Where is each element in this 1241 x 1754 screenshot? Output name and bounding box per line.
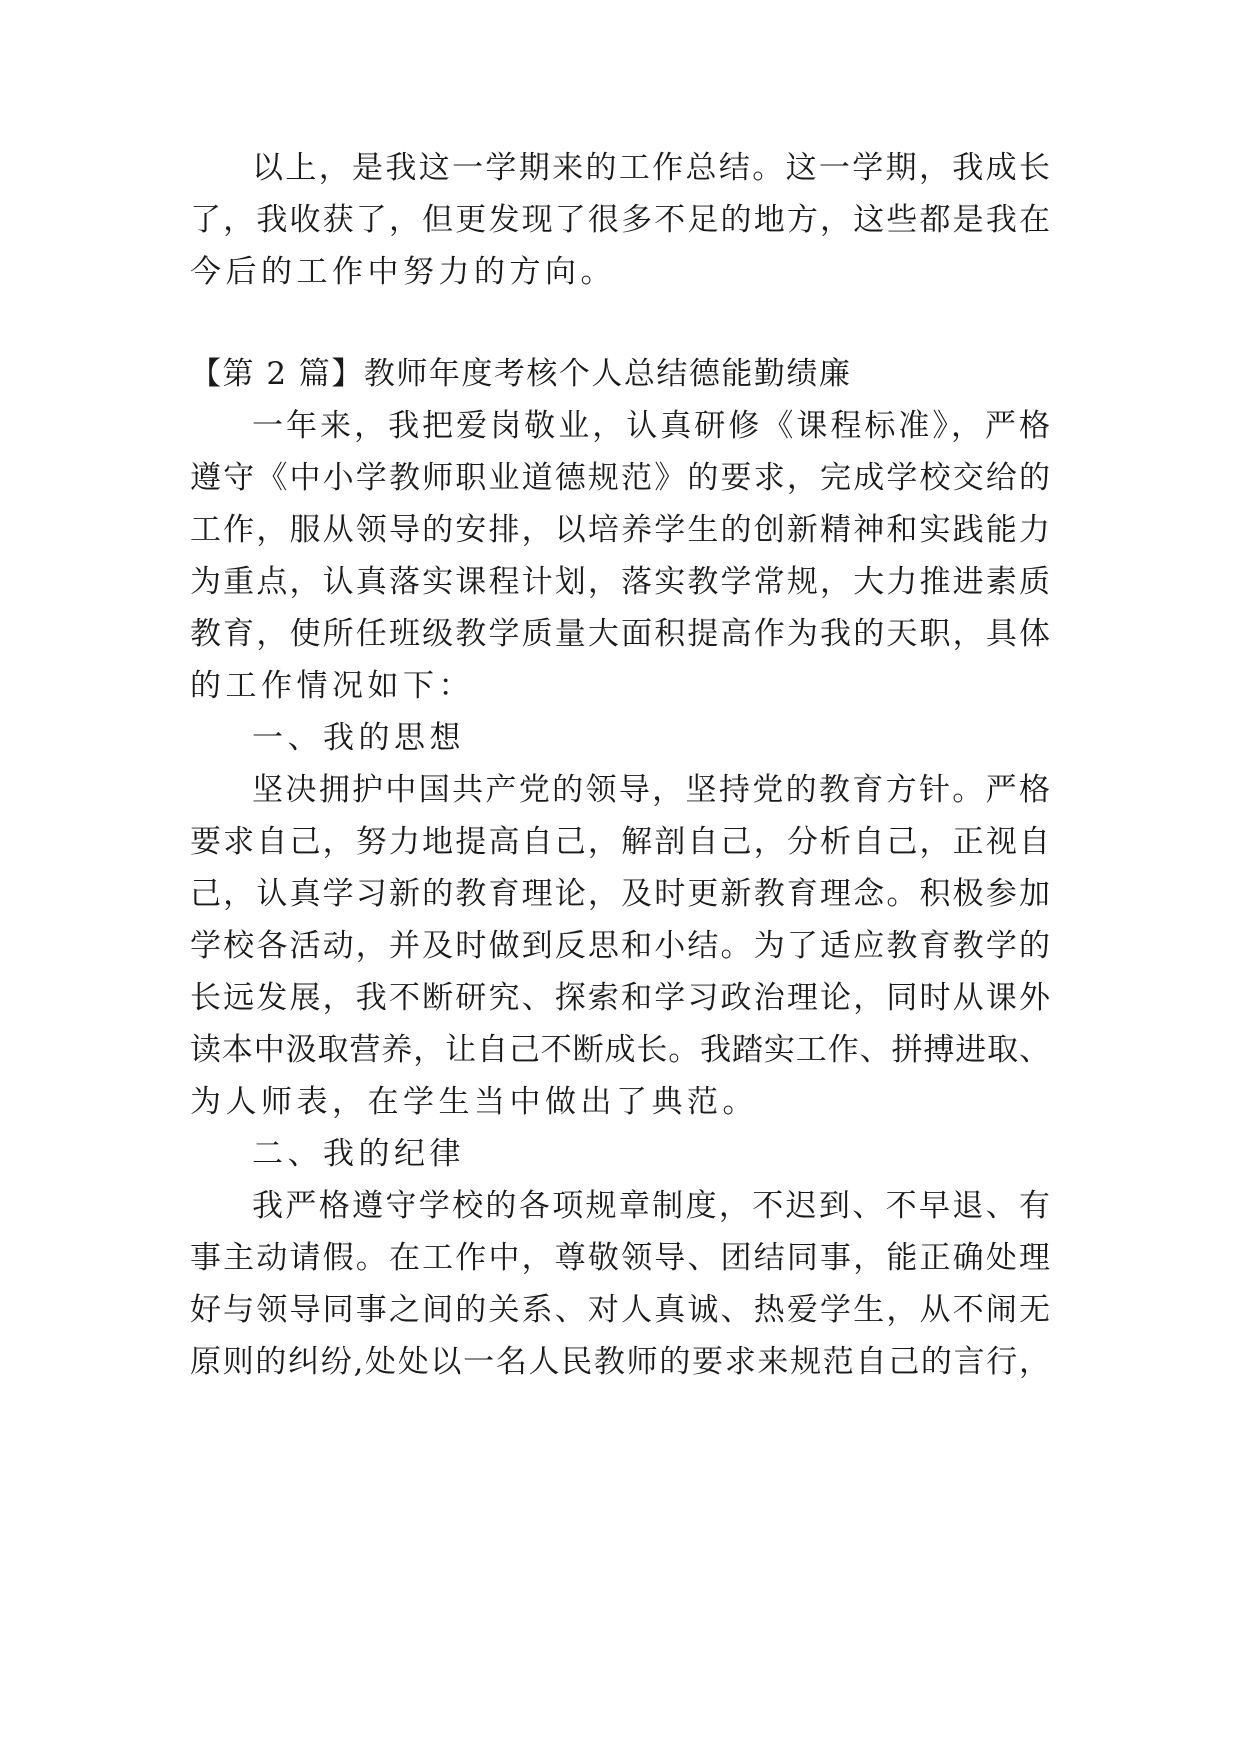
paragraph-line: 学校各活动，并及时做到反思和小结。为了适应教育教学的 (190, 928, 1050, 964)
paragraph-line: 一年来，我把爱岗敬业，认真研修《课程标准》，严格 (252, 408, 1050, 444)
paragraph-line: 了，我收获了，但更发现了很多不足的地方，这些都是我在 (190, 202, 1050, 238)
paragraph-line: 工作，服从领导的安排，以培养学生的创新精神和实践能力 (190, 512, 1050, 548)
subheading-thought: 一、我的思想 (252, 720, 465, 756)
paragraph-line: 今后的工作中努力的方向。 (190, 254, 616, 290)
paragraph-line: 为重点，认真落实课程计划，落实教学常规，大力推进素质 (190, 564, 1050, 600)
paragraph-line: 要求自己，努力地提高自己，解剖自己，分析自己，正视自 (190, 824, 1050, 860)
paragraph-line: 遵守《中小学教师职业道德规范》的要求，完成学校交给的 (190, 460, 1050, 496)
paragraph-line: 己，认真学习新的教育理论，及时更新教育理念。积极参加 (190, 876, 1050, 912)
paragraph-line: 读本中汲取营养，让自己不断成长。我踏实工作、拼搏进取、 (190, 1032, 1050, 1068)
paragraph-line: 教育，使所任班级教学质量大面积提高作为我的天职，具体 (190, 616, 1050, 652)
subheading-discipline: 二、我的纪律 (252, 1136, 465, 1172)
paragraph-line: 以上，是我这一学期来的工作总结。这一学期，我成长 (252, 150, 1050, 186)
paragraph-line: 的工作情况如下： (190, 668, 474, 704)
paragraph-line: 坚决拥护中国共产党的领导，坚持党的教育方针。严格 (252, 772, 1050, 808)
paragraph-line: 长远发展，我不断研究、探索和学习政治理论，同时从课外 (190, 980, 1050, 1016)
paragraph-line: 原则的纠纷,处处以一名人民教师的要求来规范自己的言行， (190, 1344, 1050, 1380)
paragraph-line: 我严格遵守学校的各项规章制度，不迟到、不早退、有 (252, 1188, 1050, 1224)
paragraph-line: 好与领导同事之间的关系、对人真诚、热爱学生，从不闹无 (190, 1292, 1050, 1328)
paragraph-line: 为人师表，在学生当中做出了典范。 (190, 1084, 758, 1120)
section-heading: 【第 2 篇】教师年度考核个人总结德能勤绩廉 (190, 356, 852, 392)
paragraph-line: 事主动请假。在工作中，尊敬领导、团结同事，能正确处理 (190, 1240, 1050, 1276)
